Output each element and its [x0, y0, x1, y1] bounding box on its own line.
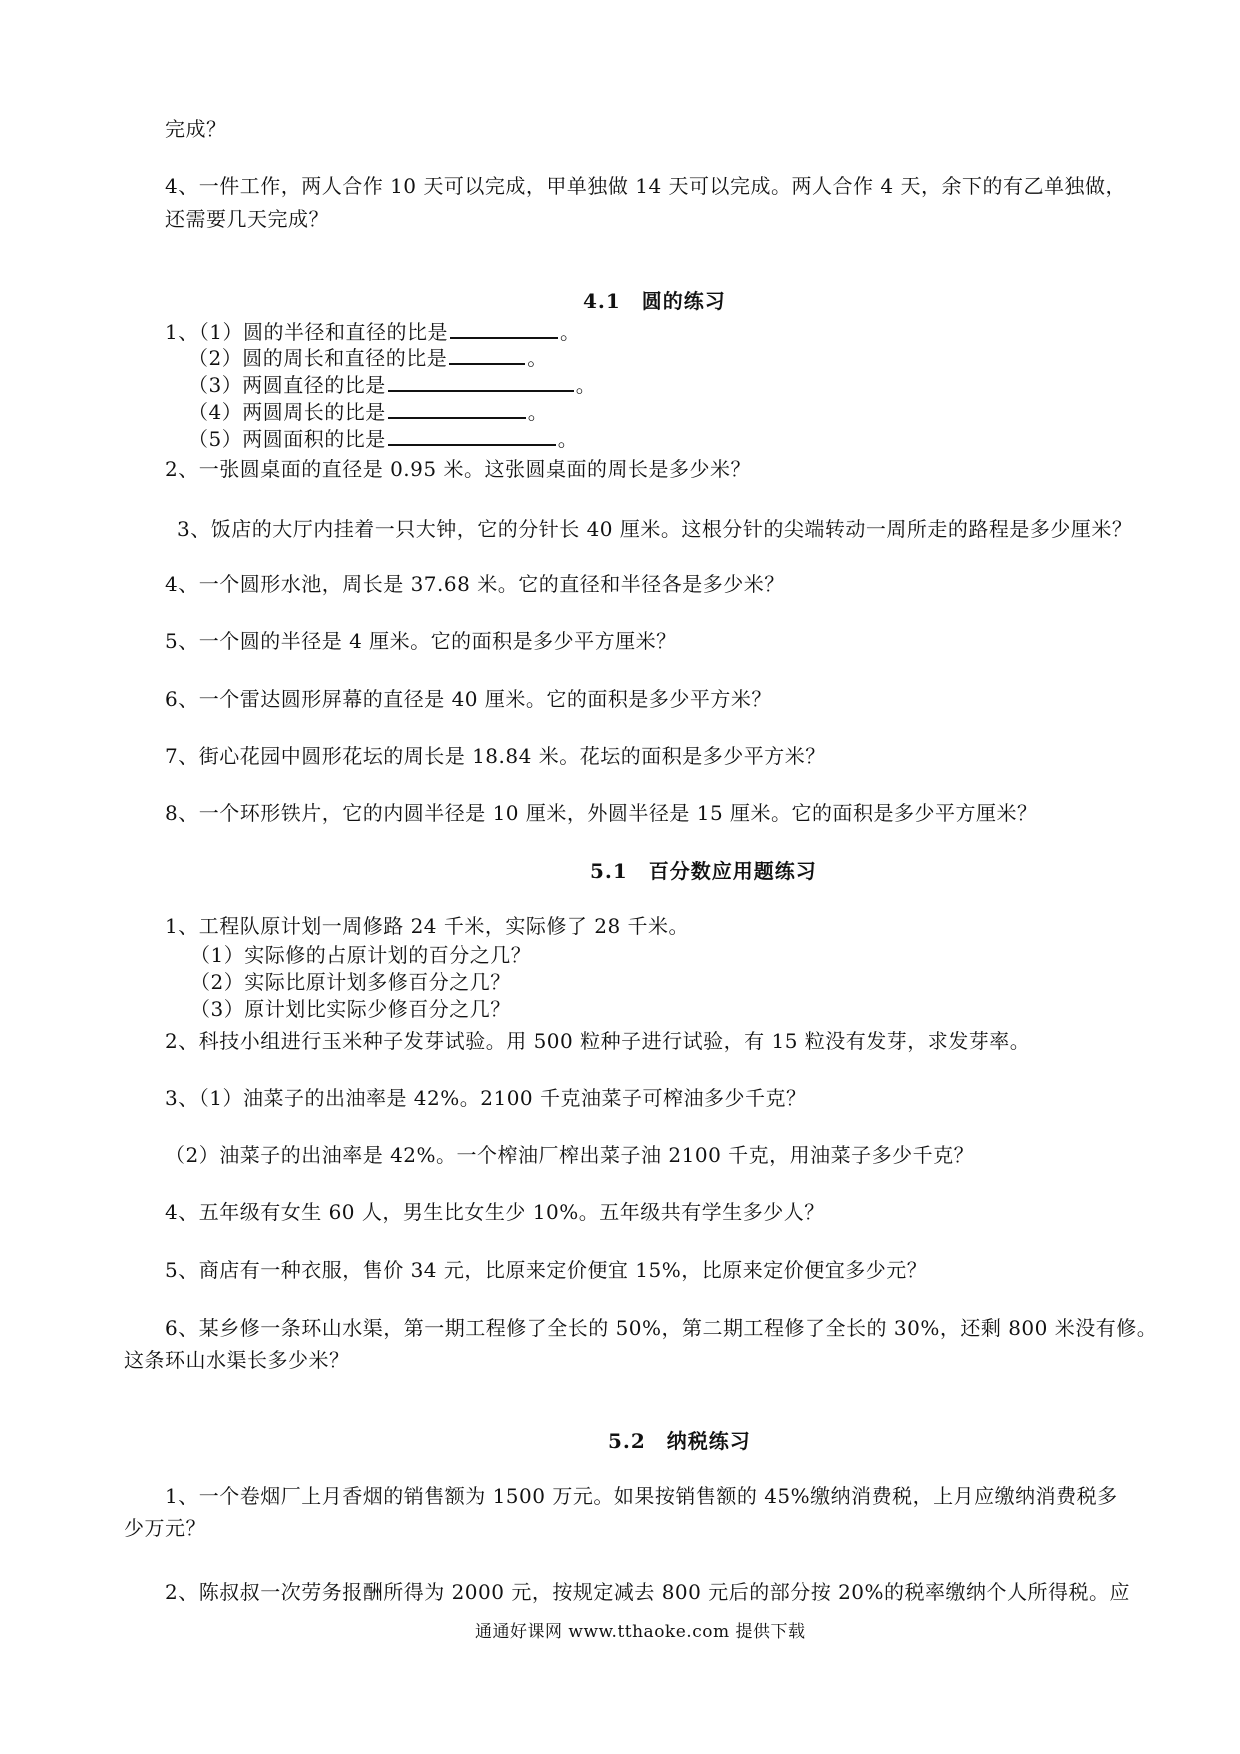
section-heading-circle: 4.1 圆的练习: [583, 289, 726, 313]
circle-q1-item-1-text: （1）圆的半径和直径的比是: [198, 320, 448, 344]
answer-blank[interactable]: [388, 370, 574, 392]
tax-q1-line1: 1、一个卷烟厂上月香烟的销售额为 1500 万元。如果按销售额的 45%缴纳消费税，上月应缴纳消费税多: [165, 1484, 1118, 1508]
circle-q1-item-5-end: 。: [557, 427, 579, 451]
circle-q3: 3、饭店的大厅内挂着一只大钟，它的分针长 40 厘米。这根分针的尖端转动一周所走的路程是多少厘米？: [177, 517, 1133, 541]
percent-q6-line1: 6、某乡修一条环山水渠，第一期工程修了全长的 50%，第二期工程修了全长的 30%，还剩 800 米没有修。: [165, 1316, 1158, 1340]
section-heading-tax: 5.2 纳税练习: [608, 1429, 751, 1453]
circle-q1-item-4-end: 。: [527, 400, 549, 424]
answer-blank[interactable]: [450, 317, 558, 339]
circle-q1-number: 1、: [165, 320, 199, 344]
circle-q8: 8、一个环形铁片，它的内圆半径是 10 厘米，外圆半径是 15 厘米。它的面积是多少平方厘米？: [165, 801, 1038, 825]
work-problem-4-line2: 还需要几天完成？: [165, 207, 329, 231]
circle-q1-item-4-text: （4）两圆周长的比是: [188, 400, 386, 424]
tax-q2-line1: 2、陈叔叔一次劳务报酬所得为 2000 元，按规定减去 800 元后的部分按 20%的税率缴纳个人所得税。应: [165, 1580, 1131, 1604]
circle-q1-item-5: [188, 424, 578, 453]
answer-blank[interactable]: [449, 343, 525, 365]
answer-blank[interactable]: [388, 397, 526, 419]
percent-q5: 5、商店有一种衣服，售价 34 元，比原来定价便宜 15%，比原来定价便宜多少元？: [165, 1258, 928, 1282]
carry-over-text: 完成？: [165, 117, 227, 141]
page-footer: 通通好课网 www.tthaoke.com 提供下载: [475, 1622, 806, 1642]
circle-q1-item-3-text: （3）两圆直径的比是: [188, 373, 386, 397]
circle-q4: 4、一个圆形水池，周长是 37.68 米。它的直径和半径各是多少米？: [165, 572, 785, 596]
circle-q2: 2、一张圆桌面的直径是 0.95 米。这张圆桌面的周长是多少米？: [165, 457, 751, 481]
percent-q1: 1、工程队原计划一周修路 24 千米，实际修了 28 千米。: [165, 914, 690, 938]
percent-q6-line2: 这条环山水渠长多少米？: [124, 1348, 350, 1372]
circle-q6: 6、一个雷达圆形屏幕的直径是 40 厘米。它的面积是多少平方米？: [165, 687, 772, 711]
percent-q1-sub-1: （1）实际修的占原计划的百分之几？: [190, 943, 532, 967]
tax-q1-line2: 少万元？: [124, 1516, 206, 1540]
circle-q1-item-2: [188, 343, 548, 372]
circle-q1-item-3: [188, 370, 596, 399]
circle-q5: 5、一个圆的半径是 4 厘米。它的面积是多少平方厘米？: [165, 629, 677, 653]
section-heading-percent: 5.1 百分数应用题练习: [590, 859, 817, 883]
percent-q3-part2: （2）油菜子的出油率是 42%。一个榨油厂榨出菜子油 2100 千克，用油菜子多少千克？: [165, 1143, 975, 1167]
percent-q1-sub-2: （2）实际比原计划多修百分之几？: [190, 970, 511, 994]
answer-blank[interactable]: [388, 424, 556, 446]
circle-q1-item-3-end: 。: [575, 373, 597, 397]
percent-q2: 2、科技小组进行玉米种子发芽试验。用 500 粒种子进行试验，有 15 粒没有发芽，求发芽率。: [165, 1029, 1031, 1053]
percent-q1-sub-3: （3）原计划比实际少修百分之几？: [190, 997, 511, 1021]
percent-q4: 4、五年级有女生 60 人，男生比女生少 10%。五年级共有学生多少人？: [165, 1200, 825, 1224]
circle-q1-item-1-end: 。: [559, 320, 581, 344]
circle-q7: 7、街心花园中圆形花坛的周长是 18.84 米。花坛的面积是多少平方米？: [165, 744, 826, 768]
circle-q1-item-5-text: （5）两圆面积的比是: [188, 427, 386, 451]
circle-q1-item-2-end: 。: [527, 346, 548, 370]
percent-q3-part1: 3、（1）油菜子的出油率是 42%。2100 千克油菜子可榨油多少千克？: [165, 1086, 807, 1110]
circle-q1-item-1: [165, 317, 580, 346]
work-problem-4-line1: 4、一件工作，两人合作 10 天可以完成，甲单独做 14 天可以完成。两人合作 4 天，余下的有乙单独做，: [165, 174, 1126, 198]
circle-q1-item-2-text: （2）圆的周长和直径的比是: [188, 346, 448, 370]
circle-q1-item-4: [188, 397, 548, 426]
